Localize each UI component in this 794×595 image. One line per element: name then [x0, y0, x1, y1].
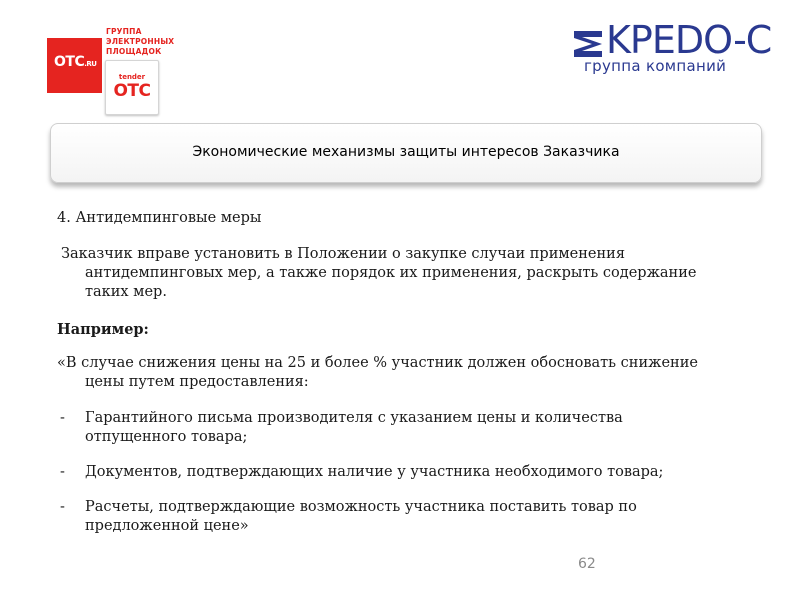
section-heading: 4. Антидемпинговые меры	[57, 210, 262, 226]
paragraph-line: Заказчик вправе установить в Положении о закупке случаи применения	[61, 246, 625, 262]
otc-tender-logo: tender OTC	[105, 60, 159, 115]
kredo-logo-mark	[570, 28, 604, 60]
bullet-marker: -	[60, 499, 65, 515]
paragraph-line: таких мер.	[85, 284, 167, 300]
bullet-line: Расчеты, подтверждающие возможность участника поставить товар по	[85, 499, 637, 515]
kredo-logo-subtitle: группа компаний	[584, 57, 727, 75]
otc-ru-logo-text: OTC.RU	[54, 54, 97, 70]
kredo-logo-name: KPEDO-C	[606, 18, 772, 62]
bullet-line: Гарантийного письма производителя с указанием цены и количества	[85, 410, 623, 426]
title-banner	[50, 123, 762, 183]
quote-line: цены путем предоставления:	[85, 374, 309, 390]
bullet-marker: -	[60, 464, 65, 480]
otc-ru-logo	[47, 38, 102, 93]
otc-group-caption: ГРУППА ЭЛЕКТРОННЫХ ПЛОЩАДОК	[106, 27, 175, 56]
quote-line: «В случае снижения цены на 25 и более % участник должен обосновать снижение	[57, 355, 698, 371]
bullet-line: отпущенного товара;	[85, 429, 248, 445]
page-number: 62	[578, 556, 596, 572]
bullet-line: предложенной цене»	[85, 518, 249, 534]
slide-title: Экономические механизмы защиты интересов Заказчика	[192, 144, 620, 160]
bullet-marker: -	[60, 410, 65, 426]
example-label: Например:	[57, 321, 149, 338]
bullet-line: Документов, подтверждающих наличие у участника необходимого товара;	[85, 464, 664, 480]
paragraph-line: антидемпинговых мер, а также порядок их применения, раскрыть содержание	[85, 265, 697, 281]
